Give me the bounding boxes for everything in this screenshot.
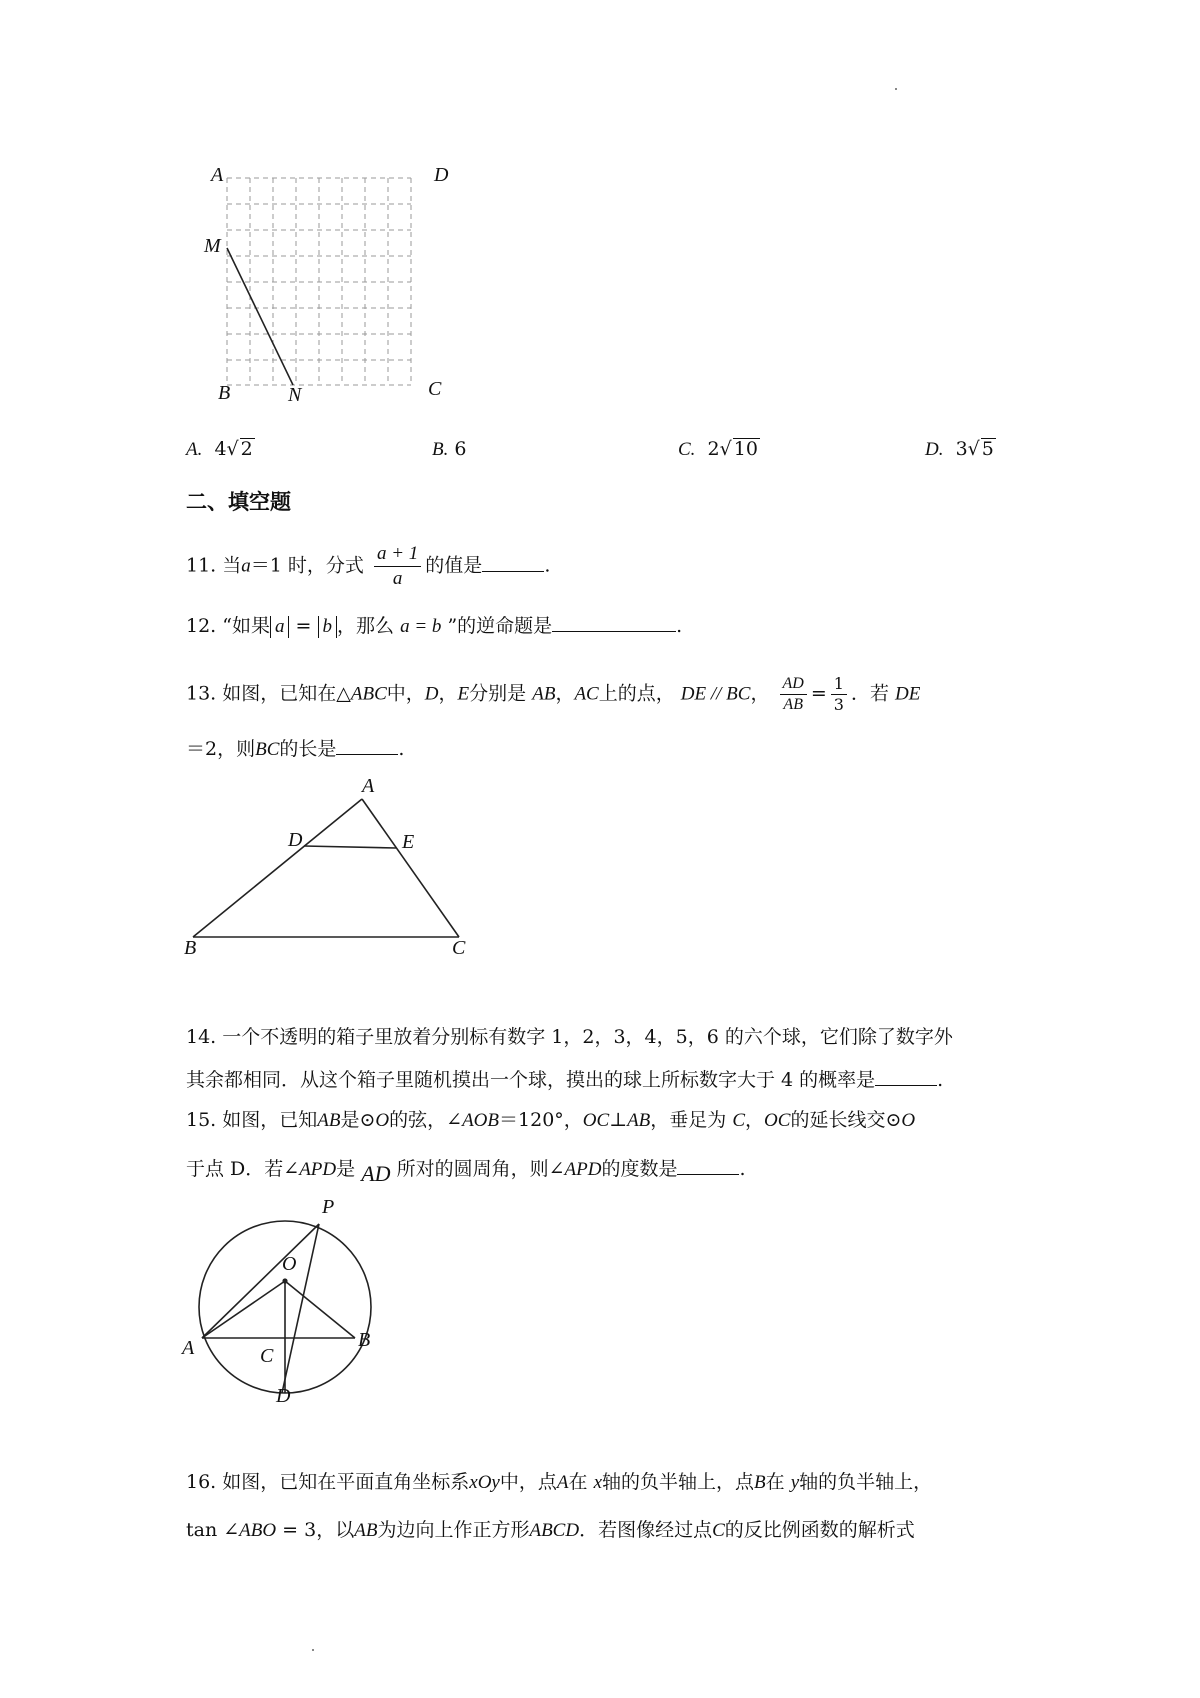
label-b: B xyxy=(358,1329,371,1351)
answer-blank xyxy=(677,1156,739,1175)
triangle-figure xyxy=(180,775,490,965)
label-d: D xyxy=(434,164,449,186)
stray-dot-bottom xyxy=(312,1649,314,1651)
label-p: P xyxy=(322,1196,335,1218)
label-d: D xyxy=(288,829,303,851)
question-16-line2: tan ∠ABO = 3，以AB为边向上作正方形ABCD．若图像经过点C的反比例函数的解析式 xyxy=(186,1519,915,1541)
section-heading: 二、填空题 xyxy=(186,490,291,514)
label-o: O xyxy=(282,1253,297,1275)
answer-blank xyxy=(552,613,676,632)
label-d: D xyxy=(276,1385,291,1407)
question-16-line1: 16. 如图，已知在平面直角坐标系xOy中，点A在 x轴的负半轴上，点B在 y轴的负半轴上， xyxy=(186,1471,933,1493)
fraction: $\frac{a + 1}{a}$ xyxy=(374,542,421,591)
segment-mn xyxy=(227,248,293,385)
label-b: B xyxy=(184,937,197,959)
arc-ad: AD xyxy=(361,1161,391,1186)
radicand: 5 xyxy=(981,438,994,460)
triangle-figure-svg xyxy=(180,775,490,965)
label-c: C xyxy=(428,378,442,400)
question-12: 12. “如果 a = b ，那么 a = b ”的逆命题是 . xyxy=(186,615,683,637)
label-a: A xyxy=(211,164,224,186)
radicand: 2 xyxy=(240,438,253,460)
fraction: $\frac{1}{3}$ xyxy=(831,674,847,715)
question-11: 11. 当a＝1 时，分式 $\frac{a + 1}{a}$ 的值是 . xyxy=(186,543,551,589)
question-13-line2: ＝2，则BC的长是 . xyxy=(186,738,405,760)
label-c: C xyxy=(452,937,466,959)
answer-blank xyxy=(875,1067,937,1086)
label-e: E xyxy=(402,831,415,853)
label-a: A xyxy=(362,775,375,797)
question-14-line1: 14. 一个不透明的箱子里放着分别标有数字 1，2，3，4，5，6 的六个球，它们除了数字外 xyxy=(186,1026,953,1048)
center-point xyxy=(282,1278,287,1283)
option-a: A. 4√ 2 xyxy=(186,438,253,460)
fraction: $\frac{AD}{AB}$ xyxy=(780,674,807,715)
question-15-line2: 于点 D．若∠APD是 AD 所对的圆周角，则∠APD的度数是 . xyxy=(186,1158,746,1186)
question-13-line1: 13. 如图，已知在△ABC中，D，E分别是 AB，AC上的点， DE // BC， $\frac{AD}{AB}$ = $\frac{1}{3}$ ．若 DE xyxy=(186,674,921,714)
label-b: B xyxy=(218,382,231,404)
grid-figure-svg xyxy=(190,160,460,410)
label-a: A xyxy=(182,1337,195,1359)
label-m: M xyxy=(204,235,221,257)
option-d: D. 3√ 5 xyxy=(925,438,994,460)
circle-figure xyxy=(180,1195,400,1410)
answer-blank xyxy=(482,553,544,572)
answer-blank xyxy=(336,736,398,755)
option-c: C. 2√ 10 xyxy=(678,438,758,460)
label-n: N xyxy=(288,384,302,406)
grid-figure xyxy=(190,160,460,410)
circle-figure-svg xyxy=(180,1195,400,1410)
label-c: C xyxy=(260,1345,274,1367)
stray-dot-top xyxy=(895,88,897,90)
question-15-line1: 15. 如图，已知AB是⊙O的弦，∠AOB＝120°，OC⊥AB，垂足为 C，OC的延长线交⊙O xyxy=(186,1109,916,1131)
question-14-line2: 其余都相同．从这个箱子里随机摸出一个球，摸出的球上所标数字大于 4 的概率是 . xyxy=(186,1069,944,1091)
radicand: 10 xyxy=(733,438,758,460)
option-b: B. 6 xyxy=(432,438,467,460)
